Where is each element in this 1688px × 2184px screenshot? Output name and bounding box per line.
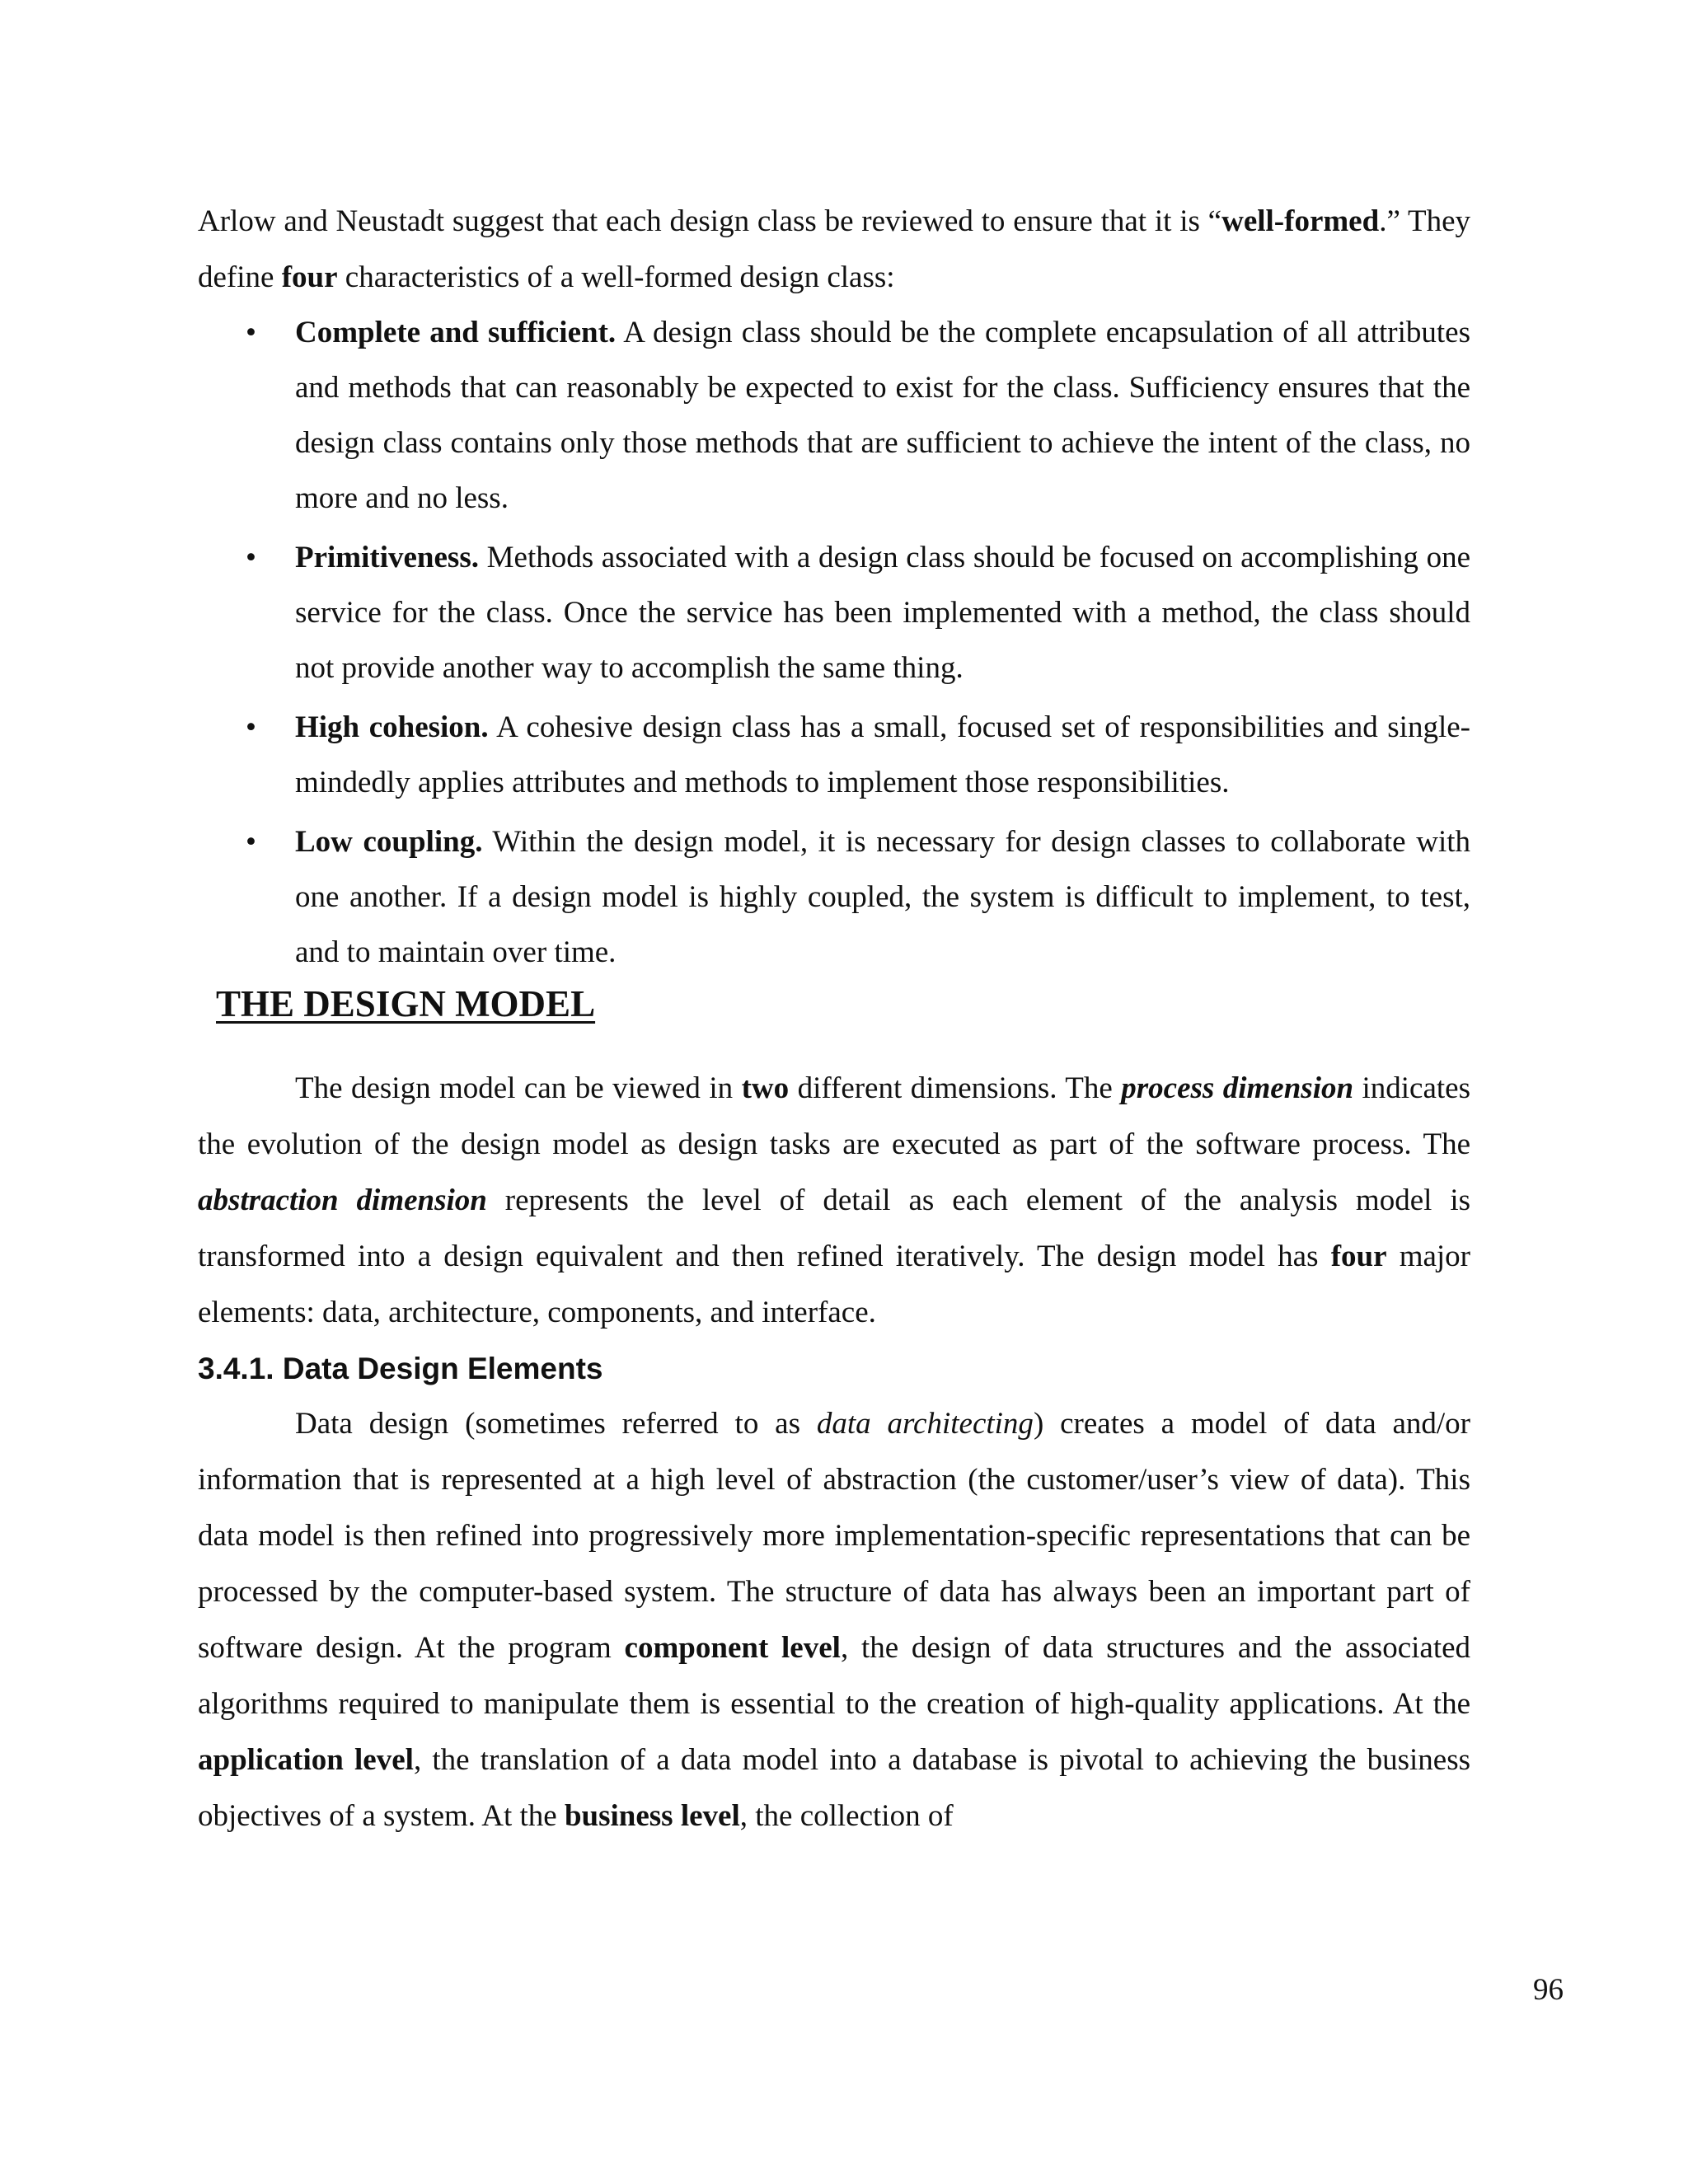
intro-text-3: characteristics of a well-formed design class: <box>337 260 895 294</box>
bullet-text: Methods associated with a design class should be focused on accomplishing one service for the class. Once the service has been implemented with a method, the class should not provide another way to accomplish the same thing. <box>295 541 1470 685</box>
section-text-3: indicates the evolution of the design model as design tasks are executed as part of the software process. The <box>198 1071 1470 1161</box>
characteristics-list <box>198 305 1470 984</box>
intro-paragraph <box>198 194 1470 306</box>
section-term-process-dimension: process dimension <box>1121 1071 1354 1105</box>
subsection-heading: 3.4.1. Data Design Elements <box>198 1352 603 1385</box>
subsection-term-business-level: business level <box>564 1799 740 1833</box>
list-item-primitiveness <box>198 530 1470 696</box>
subsection-text-1: Data design (sometimes referred to as <box>295 1407 817 1441</box>
subsection-term-application-level: application level <box>198 1743 414 1777</box>
page-number: 96 <box>1533 1973 1564 2007</box>
subsection-term-data-architecting: data architecting <box>816 1407 1034 1441</box>
section-term-abstraction-dimension: abstraction dimension <box>198 1183 487 1217</box>
section-text-4: represents the level of detail as each element of the analysis model is transformed into a design equivalent and then refined iteratively. The design model has <box>198 1183 1470 1273</box>
section-term-four: four <box>1330 1240 1387 1273</box>
bullet-text: A design class should be the complete encapsulation of all attributes and methods that can reasonably be expected to exist for the class. Sufficiency ensures that the design class contains only those methods that are sufficient to achieve the intent of the class, no more and no less. <box>295 316 1470 515</box>
design-model-paragraph <box>198 1061 1470 1341</box>
list-item-complete-sufficient <box>198 305 1470 526</box>
bullet-icon: • <box>246 541 256 574</box>
section-term-two: two <box>741 1071 790 1105</box>
section-heading: THE DESIGN MODEL <box>216 983 596 1024</box>
list-item-high-cohesion <box>198 700 1470 810</box>
bullet-icon: • <box>246 316 256 349</box>
bullet-icon: • <box>246 710 256 744</box>
subsection-term-component-level: component level <box>624 1631 841 1665</box>
subsection-text-2: ) creates a model of data and/or information that is represented at a high level of abstraction (the customer/user’s view of data). This data model is then refined into progressively more implementation-specific representations that can be processed by the computer-based system. The structure of data has always been an important part of software design. At the program <box>198 1407 1470 1665</box>
subsection-text-4: , the translation of a data model into a database is pivotal to achieving the business objectives of a system. At the <box>198 1743 1470 1833</box>
intro-text-1: Arlow and Neustadt suggest that each design class be reviewed to ensure that it is “ <box>198 204 1222 238</box>
bullet-term: Complete and sufficient. <box>295 316 617 349</box>
bullet-text: A cohesive design class has a small, focused set of responsibilities and single-mindedly applies attributes and methods to implement those responsibilities. <box>295 710 1470 799</box>
section-text-1: The design model can be viewed in <box>295 1071 742 1105</box>
bullet-term: Primitiveness. <box>295 541 479 574</box>
subsection-text-3: , the design of data structures and the associated algorithms required to manipulate them is essential to the creation of high-quality applications. At the <box>198 1631 1471 1721</box>
list-item-low-coupling <box>198 814 1470 980</box>
bullet-icon: • <box>246 825 256 859</box>
subsection-text-5: , the collection of <box>739 1799 954 1833</box>
data-design-paragraph <box>198 1396 1470 1844</box>
intro-term-well-formed: well-formed <box>1221 204 1380 238</box>
section-text-2: different dimensions. The <box>789 1071 1122 1105</box>
intro-text-2: .” They define <box>198 204 1471 294</box>
bullet-term: Low coupling. <box>295 825 483 859</box>
intro-term-four: four <box>281 260 338 294</box>
bullet-term: High cohesion. <box>295 710 489 744</box>
section-text-5: major elements: data, architecture, components, and interface. <box>198 1240 1470 1329</box>
bullet-text: Within the design model, it is necessary for design classes to collaborate with one another. If a design model is highly coupled, the system is difficult to implement, to test, and to maintain over time. <box>295 825 1470 969</box>
